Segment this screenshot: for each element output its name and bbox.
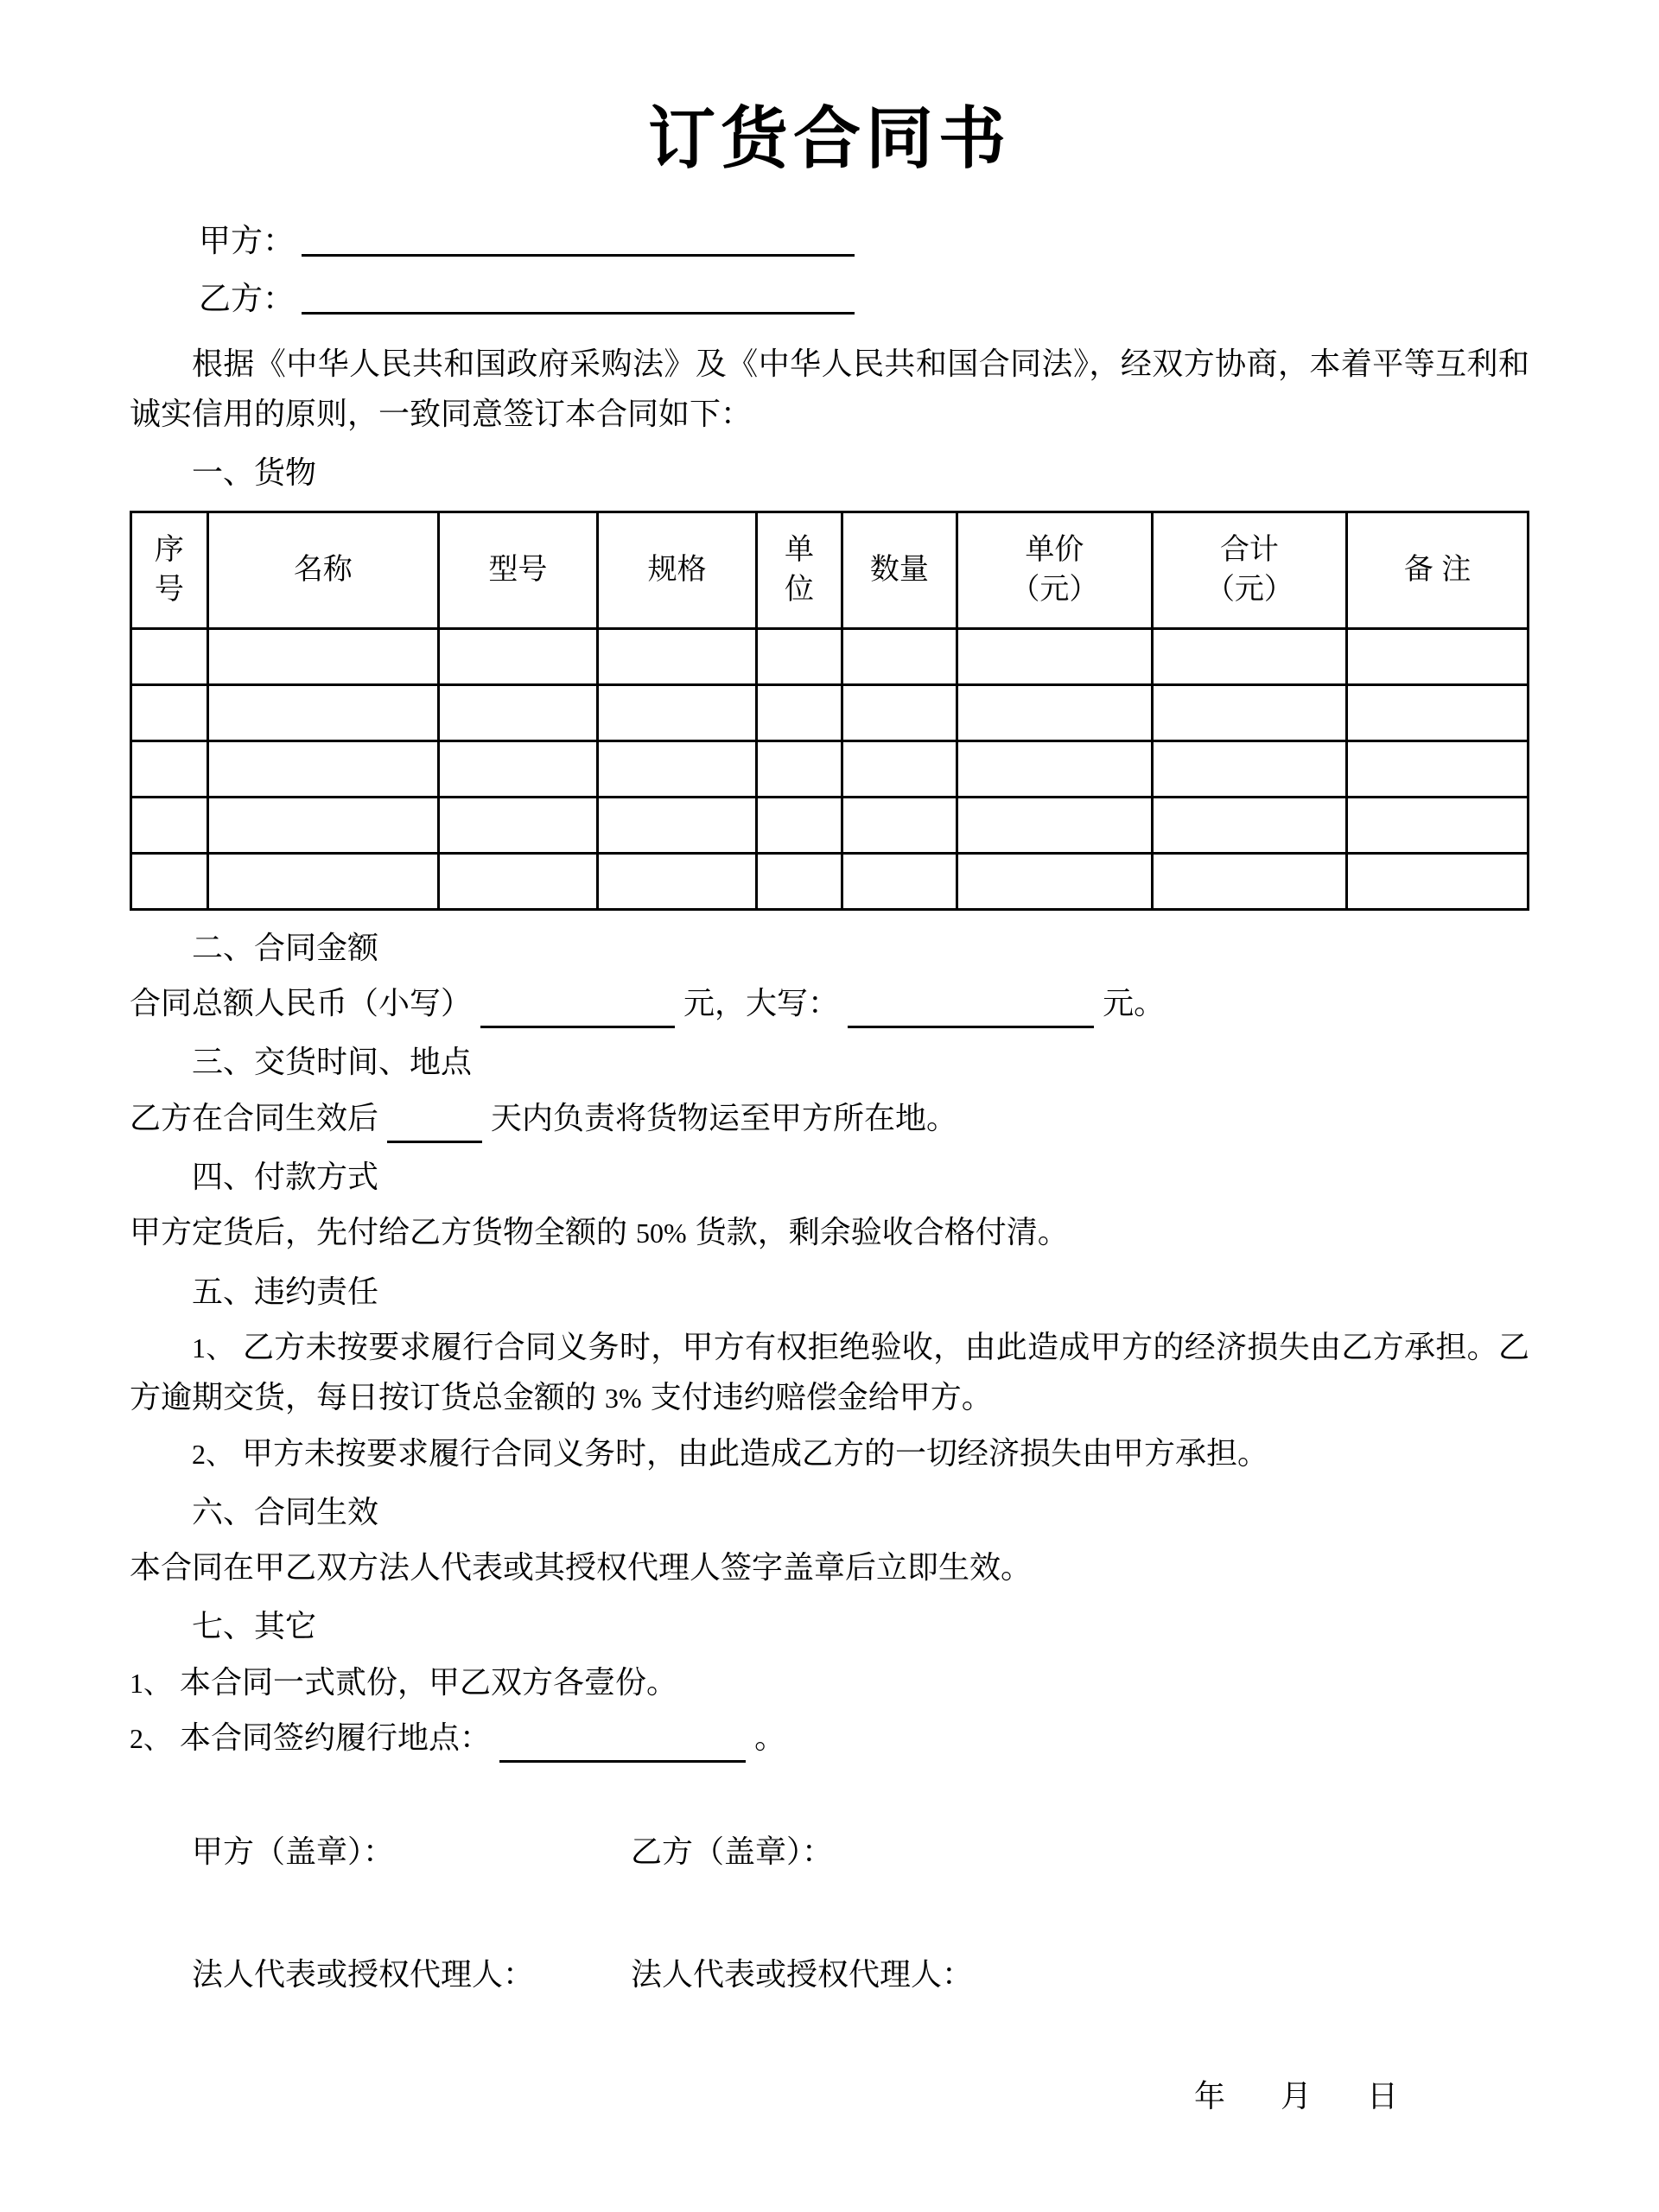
header-model: 型号 — [438, 512, 597, 628]
header-unit-price — [957, 512, 1153, 628]
table-cell[interactable] — [757, 684, 842, 741]
section-7-heading: 七、其它 — [192, 1608, 317, 1644]
payment-suffix: 货款，剩余验收合格付清。 — [695, 1214, 1069, 1250]
liability-item-1-part-1: 乙方未按要求履行合同义务时，甲方有权拒绝验收，由此造成甲方的经济损失由乙方承担。乙方逾期交货，每日按订货总金额的 — [130, 1328, 1529, 1415]
table-cell[interactable] — [131, 628, 208, 684]
table-cell[interactable] — [598, 684, 757, 741]
header-unit-bottom: 位 — [784, 572, 814, 606]
table-cell[interactable] — [438, 684, 597, 741]
party-a-blank-field[interactable] — [302, 223, 855, 257]
table-cell[interactable] — [131, 853, 208, 909]
header-unit-price-top: 单价 — [1025, 532, 1084, 566]
section-3-heading: 三、交货时间、地点 — [192, 1044, 473, 1080]
liability-item-1-part-2: 支付违约赔偿金给甲方。 — [650, 1379, 993, 1415]
liability-item-2-text: 甲方未按要求履行合同义务时，由此造成乙方的一切经济损失由甲方承担。 — [242, 1434, 1269, 1471]
table-cell[interactable] — [842, 741, 957, 797]
table-cell[interactable] — [207, 684, 438, 741]
party-a-row — [130, 223, 1529, 257]
section-5-heading: 五、违约责任 — [192, 1273, 379, 1309]
table-row — [131, 797, 1529, 853]
table-cell[interactable] — [1347, 628, 1529, 684]
table-cell[interactable] — [842, 853, 957, 909]
table-cell[interactable] — [957, 741, 1153, 797]
liability-item-1-number: 1、 — [192, 1332, 234, 1363]
delivery-suffix: 天内负责将货物运至甲方所在地。 — [491, 1099, 958, 1135]
table-cell[interactable] — [842, 628, 957, 684]
header-seq — [131, 512, 208, 628]
table-row — [131, 741, 1529, 797]
section-1-heading: 一、货物 — [192, 454, 317, 491]
date-line — [130, 2072, 1529, 2116]
header-seq-bottom: 号 — [154, 572, 184, 606]
header-unit — [757, 512, 842, 628]
table-cell[interactable] — [598, 741, 757, 797]
payment-percent: 50% — [636, 1217, 687, 1249]
table-cell[interactable] — [598, 628, 757, 684]
date-day-label: 日 — [1366, 2077, 1398, 2113]
header-total-top: 合计 — [1219, 532, 1279, 566]
others-item-2 — [130, 1713, 1529, 1763]
section-6-heading: 六、合同生效 — [192, 1493, 379, 1529]
others-item-2-label: 本合同签约履行地点： — [180, 1719, 492, 1756]
table-cell[interactable] — [438, 797, 597, 853]
table-cell[interactable] — [1347, 797, 1529, 853]
representative-row — [130, 1949, 1529, 1999]
goods-table-body — [131, 628, 1529, 909]
table-cell[interactable] — [131, 684, 208, 741]
header-total-bottom: （元） — [1205, 572, 1294, 606]
table-cell[interactable] — [1152, 684, 1347, 741]
others-item-1-text: 本合同一式贰份，甲乙双方各壹份。 — [180, 1663, 678, 1700]
table-cell[interactable] — [598, 853, 757, 909]
payment-line — [130, 1207, 1529, 1257]
table-cell[interactable] — [1347, 684, 1529, 741]
goods-table-header-row — [131, 512, 1529, 628]
liability-item-1 — [130, 1322, 1529, 1423]
delivery-line — [130, 1093, 1529, 1143]
table-cell[interactable] — [757, 741, 842, 797]
party-a-label: 甲方： — [199, 222, 295, 258]
amount-lowercase-label: 合同总额人民币（小写） — [130, 985, 473, 1021]
payment-prefix: 甲方定货后，先付给乙方货物全额的 — [130, 1214, 628, 1250]
effectiveness-line: 本合同在甲乙双方法人代表或其授权代理人签字盖章后立即生效。 — [130, 1549, 1033, 1586]
table-cell[interactable] — [207, 797, 438, 853]
table-cell[interactable] — [757, 628, 842, 684]
party-b-label: 乙方： — [199, 280, 295, 316]
stamp-party-a[interactable]: 甲方（盖章）： — [192, 1834, 395, 1870]
table-cell[interactable] — [207, 741, 438, 797]
page-title: 订货合同书 — [647, 100, 1011, 176]
header-total — [1152, 512, 1347, 628]
table-cell[interactable] — [438, 628, 597, 684]
table-cell[interactable] — [1152, 797, 1347, 853]
table-cell[interactable] — [1152, 853, 1347, 909]
table-cell[interactable] — [207, 853, 438, 909]
others-item-1-number: 1、 — [130, 1667, 172, 1699]
amount-lowercase-field[interactable] — [480, 1026, 675, 1028]
table-cell[interactable] — [131, 797, 208, 853]
table-cell[interactable] — [757, 797, 842, 853]
header-seq-top: 序 — [154, 532, 184, 566]
stamp-row — [130, 1827, 1529, 1877]
table-cell[interactable] — [131, 741, 208, 797]
amount-uppercase-field[interactable] — [848, 1026, 1094, 1028]
table-row — [131, 853, 1529, 909]
contract-amount-line — [130, 978, 1529, 1028]
table-cell[interactable] — [438, 741, 597, 797]
representative-party-a[interactable]: 法人代表或授权代理人： — [192, 1956, 535, 1993]
table-cell[interactable] — [438, 853, 597, 909]
party-b-row — [130, 281, 1529, 315]
liability-item-2-number: 2、 — [192, 1438, 234, 1470]
others-item-1 — [130, 1657, 1529, 1707]
date-month-label: 月 — [1280, 2077, 1312, 2113]
table-cell[interactable] — [957, 628, 1153, 684]
signing-place-field[interactable] — [499, 1760, 746, 1763]
table-cell[interactable] — [1152, 741, 1347, 797]
others-item-2-number: 2、 — [130, 1723, 172, 1755]
section-2-heading: 二、合同金额 — [192, 929, 379, 965]
table-cell[interactable] — [842, 684, 957, 741]
table-cell[interactable] — [957, 853, 1153, 909]
table-cell[interactable] — [207, 628, 438, 684]
table-row — [131, 628, 1529, 684]
table-cell[interactable] — [1347, 741, 1529, 797]
representative-party-b[interactable]: 法人代表或授权代理人： — [631, 1956, 974, 1993]
others-item-2-suffix: 。 — [754, 1719, 786, 1756]
amount-uppercase-label: 元，大写： — [683, 985, 840, 1021]
liability-item-1-percent: 3% — [605, 1382, 642, 1414]
header-unit-top: 单 — [784, 532, 814, 566]
header-note: 备 注 — [1347, 512, 1529, 628]
amount-line-suffix: 元。 — [1103, 985, 1166, 1021]
table-row — [131, 684, 1529, 741]
section-4-heading: 四、付款方式 — [192, 1158, 379, 1194]
header-quantity: 数量 — [842, 512, 957, 628]
table-cell[interactable] — [957, 684, 1153, 741]
header-unit-price-bottom: （元） — [1010, 572, 1099, 606]
delivery-prefix: 乙方在合同生效后 — [130, 1099, 379, 1135]
party-b-blank-field[interactable] — [302, 281, 855, 315]
goods-table — [130, 511, 1529, 911]
table-cell[interactable] — [1152, 628, 1347, 684]
table-cell[interactable] — [957, 797, 1153, 853]
liability-item-2 — [130, 1428, 1529, 1478]
preamble-paragraph: 根据《中华人民共和国政府采购法》及《中华人民共和国合同法》，经双方协商，本着平等互利和诚实信用的原则，一致同意签订本合同如下： — [130, 345, 1529, 432]
header-spec: 规格 — [598, 512, 757, 628]
header-name: 名称 — [207, 512, 438, 628]
table-cell[interactable] — [757, 853, 842, 909]
stamp-party-b[interactable]: 乙方（盖章）： — [631, 1834, 834, 1870]
date-year-label: 年 — [1193, 2077, 1225, 2113]
delivery-days-field[interactable] — [387, 1141, 482, 1143]
table-cell[interactable] — [1347, 853, 1529, 909]
table-cell[interactable] — [842, 797, 957, 853]
table-cell[interactable] — [598, 797, 757, 853]
signature-block — [130, 1827, 1529, 2115]
